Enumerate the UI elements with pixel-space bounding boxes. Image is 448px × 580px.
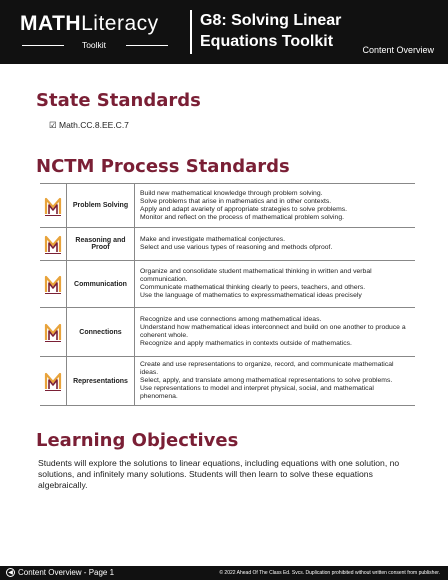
table-row xyxy=(40,183,415,228)
title-line-1: G8: Solving Linear xyxy=(200,12,342,29)
nctm-title: NCTM Process Standards xyxy=(36,156,290,177)
logo-main-a: MATH xyxy=(20,12,82,35)
page-title xyxy=(200,10,370,52)
description-line: Recognize and apply mathematics in contexts outside of mathematics. xyxy=(140,340,352,347)
standard-description xyxy=(135,261,415,307)
math-literacy-logo xyxy=(20,12,180,54)
table-row xyxy=(40,261,415,308)
standard-label: Problem Solving xyxy=(67,184,135,227)
state-standards-title: State Standards xyxy=(36,90,201,111)
state-standard-item xyxy=(49,120,129,131)
standard-label: Connections xyxy=(67,308,135,356)
math-literacy-icon xyxy=(40,308,67,356)
table-row xyxy=(40,228,415,261)
logo-divider-right xyxy=(126,45,168,46)
standard-code: Math.CC.8.EE.C.7 xyxy=(59,120,129,130)
standard-description xyxy=(135,184,415,227)
copyright: © 2022 Ahead Of The Class Ed. Svcs. Duplication prohibited without written consent from publisher. xyxy=(219,570,440,576)
page-header xyxy=(0,0,448,64)
table-row xyxy=(40,308,415,357)
description-line: Select and use various types of reasoning and methods ofproof. xyxy=(140,244,333,251)
logo-main-b: Literacy xyxy=(81,12,159,35)
learning-objectives-text: Students will explore the solutions to linear equations, including equations with one solution, no solutions, and infinitely many solutions. Students will then learn to solve these equations algebraically. xyxy=(38,458,400,490)
page-footer xyxy=(0,566,448,580)
description-line: Recognize and use connections among mathematical ideas. xyxy=(140,316,322,323)
math-literacy-icon xyxy=(40,357,67,405)
description-line: Use the language of mathematics to expressmathematical ideas precisely xyxy=(140,292,362,299)
logo-sub: Toolkit xyxy=(81,40,107,50)
header-divider xyxy=(190,10,192,54)
content-overview-label: Content Overview xyxy=(362,45,434,55)
title-line-2: Equations Toolkit xyxy=(200,33,334,50)
standard-label: Reasoning and Proof xyxy=(67,228,135,260)
description-line: Make and investigate mathematical conjectures. xyxy=(140,236,286,243)
description-line: Communicate mathematical thinking clearly to peers, teachers, and others. xyxy=(140,284,366,291)
description-line: Use representations to model and interpret physical, social, and mathematical phenomena. xyxy=(140,385,374,400)
standard-description xyxy=(135,228,415,260)
table-row xyxy=(40,357,415,406)
description-line: Build new mathematical knowledge through problem solving. xyxy=(140,189,323,197)
description-line: Solve problems that arise in mathematics and in other contexts. xyxy=(140,197,332,205)
footer-page-text: Content Overview - Page 1 xyxy=(18,568,115,577)
description-line: Organize and consolidate student mathematical thinking in written and verbal communication. xyxy=(140,268,372,283)
description-line: Monitor and reflect on the process of mathematical problem solving. xyxy=(140,213,345,221)
standard-description xyxy=(135,308,415,356)
nctm-standards-table xyxy=(40,183,415,406)
description-line: Select, apply, and translate among mathematical representations to solve problems. xyxy=(140,377,393,384)
standard-description xyxy=(135,357,415,405)
math-literacy-icon xyxy=(40,228,67,260)
math-literacy-icon xyxy=(40,184,67,227)
description-line: Understand how mathematical ideas interconnect and build on one another to produce a coherent whole. xyxy=(140,324,406,339)
description-line: Apply and adapt avariety of appropriate strategies to solve problems. xyxy=(140,205,348,213)
standard-label: Communication xyxy=(67,261,135,307)
math-literacy-icon xyxy=(40,261,67,307)
checkbox-icon: ☑ xyxy=(49,120,57,130)
footer-page-label xyxy=(6,568,114,577)
back-arrow-icon[interactable]: ◀ xyxy=(6,568,15,577)
description-line: Create and use representations to organize, record, and communicate mathematical ideas. xyxy=(140,361,394,376)
learning-objectives-title: Learning Objectives xyxy=(36,430,239,451)
standard-label: Representations xyxy=(67,357,135,405)
